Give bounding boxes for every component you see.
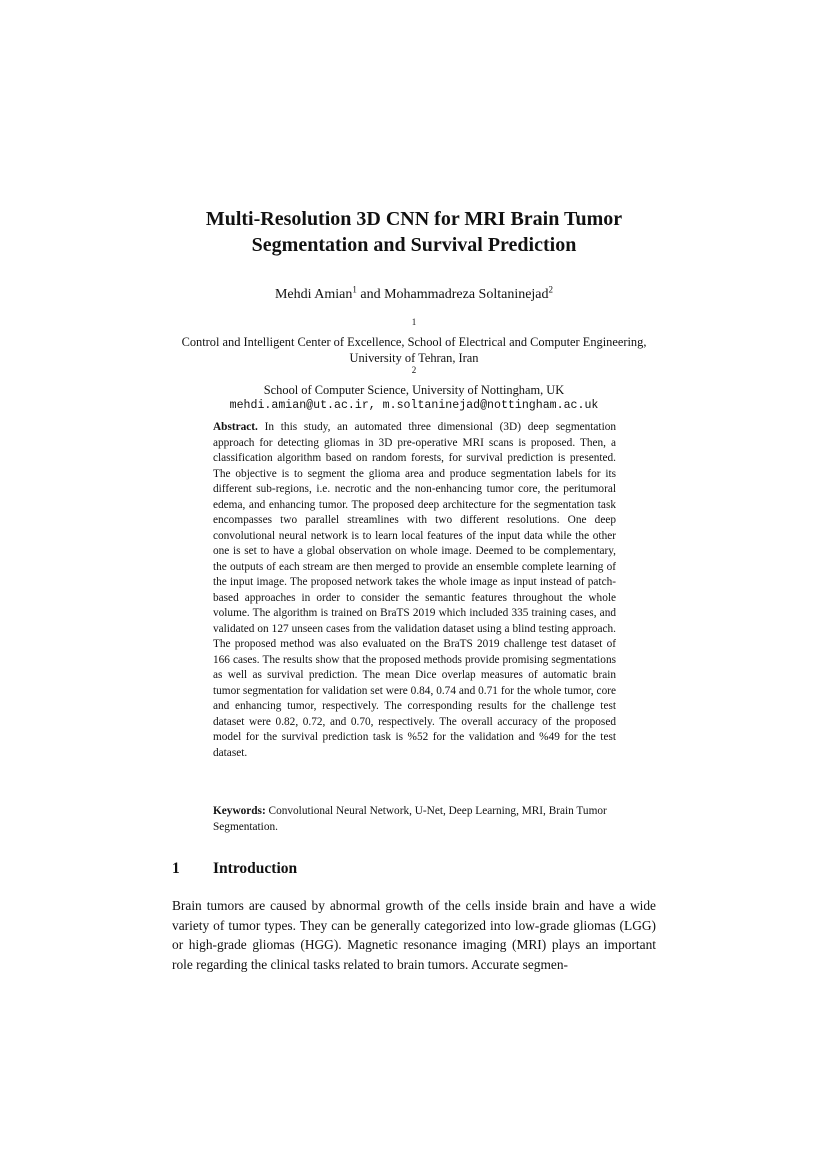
affiliation-2 bbox=[120, 366, 708, 398]
author-name: Mehdi Amian bbox=[274, 287, 353, 302]
abstract-label: Abstract. bbox=[213, 421, 258, 433]
title-line-1: Multi-Resolution 3D CNN for MRI Brain Tumor bbox=[205, 208, 623, 230]
author-list bbox=[100, 286, 728, 304]
paper-title bbox=[100, 206, 728, 258]
affiliation-mark: 2 bbox=[411, 364, 417, 375]
title-line-2: Segmentation and Survival Prediction bbox=[251, 234, 577, 256]
affiliations bbox=[120, 318, 708, 414]
affiliation-1-line-1 bbox=[120, 318, 708, 350]
keywords-text: Convolutional Neural Network, U-Net, Deep Learning, MRI, Brain Tumor Segmentation. bbox=[213, 805, 607, 833]
abstract-text: In this study, an automated three dimensional (3D) deep segmentation approach for detecting gliomas in 3D pre-operative MRI scans is proposed. Then, a classification algorithm based on random forests, for survival prediction is presented. The objective is to segment the glioma area and produce segmentation labels for its different sub-regions, i.e. necrotic and the non-enhancing tumor core, the peritumoral edema, and enhancing tumor. The proposed deep architecture for the segmentation task encompasses two parallel streamlines with two different resolutions. One deep convolutional neural network is to learn local features of the input data while the other one is set to have a global observation on whole image. Deemed to be complementary, the outputs of each stream are then merged to provide an ensemble complete learning of the input image. The proposed network takes the whole image as input instead of patch-based approaches in order to consider the semantic features throughout the whole volume. The algorithm is trained on BraTS 2019 which included 335 training cases, and validated on 127 unseen cases from the validation dataset using a blind testing approach. The proposed method was also evaluated on the BraTS 2019 challenge test dataset of 166 cases. The results show that the proposed methods provide promising segmentations as well as survival prediction. The mean Dice overlap measures of automatic brain tumor segmentation for validation set were 0.84, 0.74 and 0.71 for the whole tumor, core and enhancing tumor, respectively. The corresponding results for the challenge test dataset were 0.82, 0.72, and 0.70, respectively. The overall accuracy of the proposed model for the survival prediction task is %52 for the validation and %49 for the test dataset. bbox=[213, 421, 617, 759]
section-number: 1 bbox=[172, 860, 180, 877]
author-emails: mehdi.amian@ut.ac.ir, m.soltaninejad@nottingham.ac.uk bbox=[229, 399, 599, 412]
section-title: Introduction bbox=[213, 860, 298, 877]
author-connector: and bbox=[356, 287, 385, 302]
affiliation-1-line-2: University of Tehran, Iran bbox=[349, 351, 479, 365]
keywords bbox=[213, 804, 616, 835]
intro-paragraph: Brain tumors are caused by abnormal growth of the cells inside brain and have a wide variety of tumor types. They can be generally categorized into low-grade gliomas (LGG) or high-grade gliomas (HGG). Magnetic resonance imaging (MRI) plays an important role regarding the clinical tasks related to brain tumors. Accurate segmen- bbox=[172, 898, 656, 972]
author-name: Mohammadreza Soltaninejad bbox=[384, 287, 549, 302]
affiliation-text: School of Computer Science, University of Nottingham, UK bbox=[263, 383, 565, 397]
affiliation-mark: 1 bbox=[411, 316, 417, 327]
section-heading bbox=[172, 860, 297, 878]
author-affiliation-mark: 2 bbox=[548, 284, 554, 295]
affiliation-text: Control and Intelligent Center of Excellence, School of Electrical and Computer Engineering, bbox=[181, 335, 647, 349]
keywords-label: Keywords: bbox=[213, 805, 266, 817]
abstract bbox=[213, 420, 616, 761]
author-affiliation-mark: 1 bbox=[352, 284, 357, 295]
